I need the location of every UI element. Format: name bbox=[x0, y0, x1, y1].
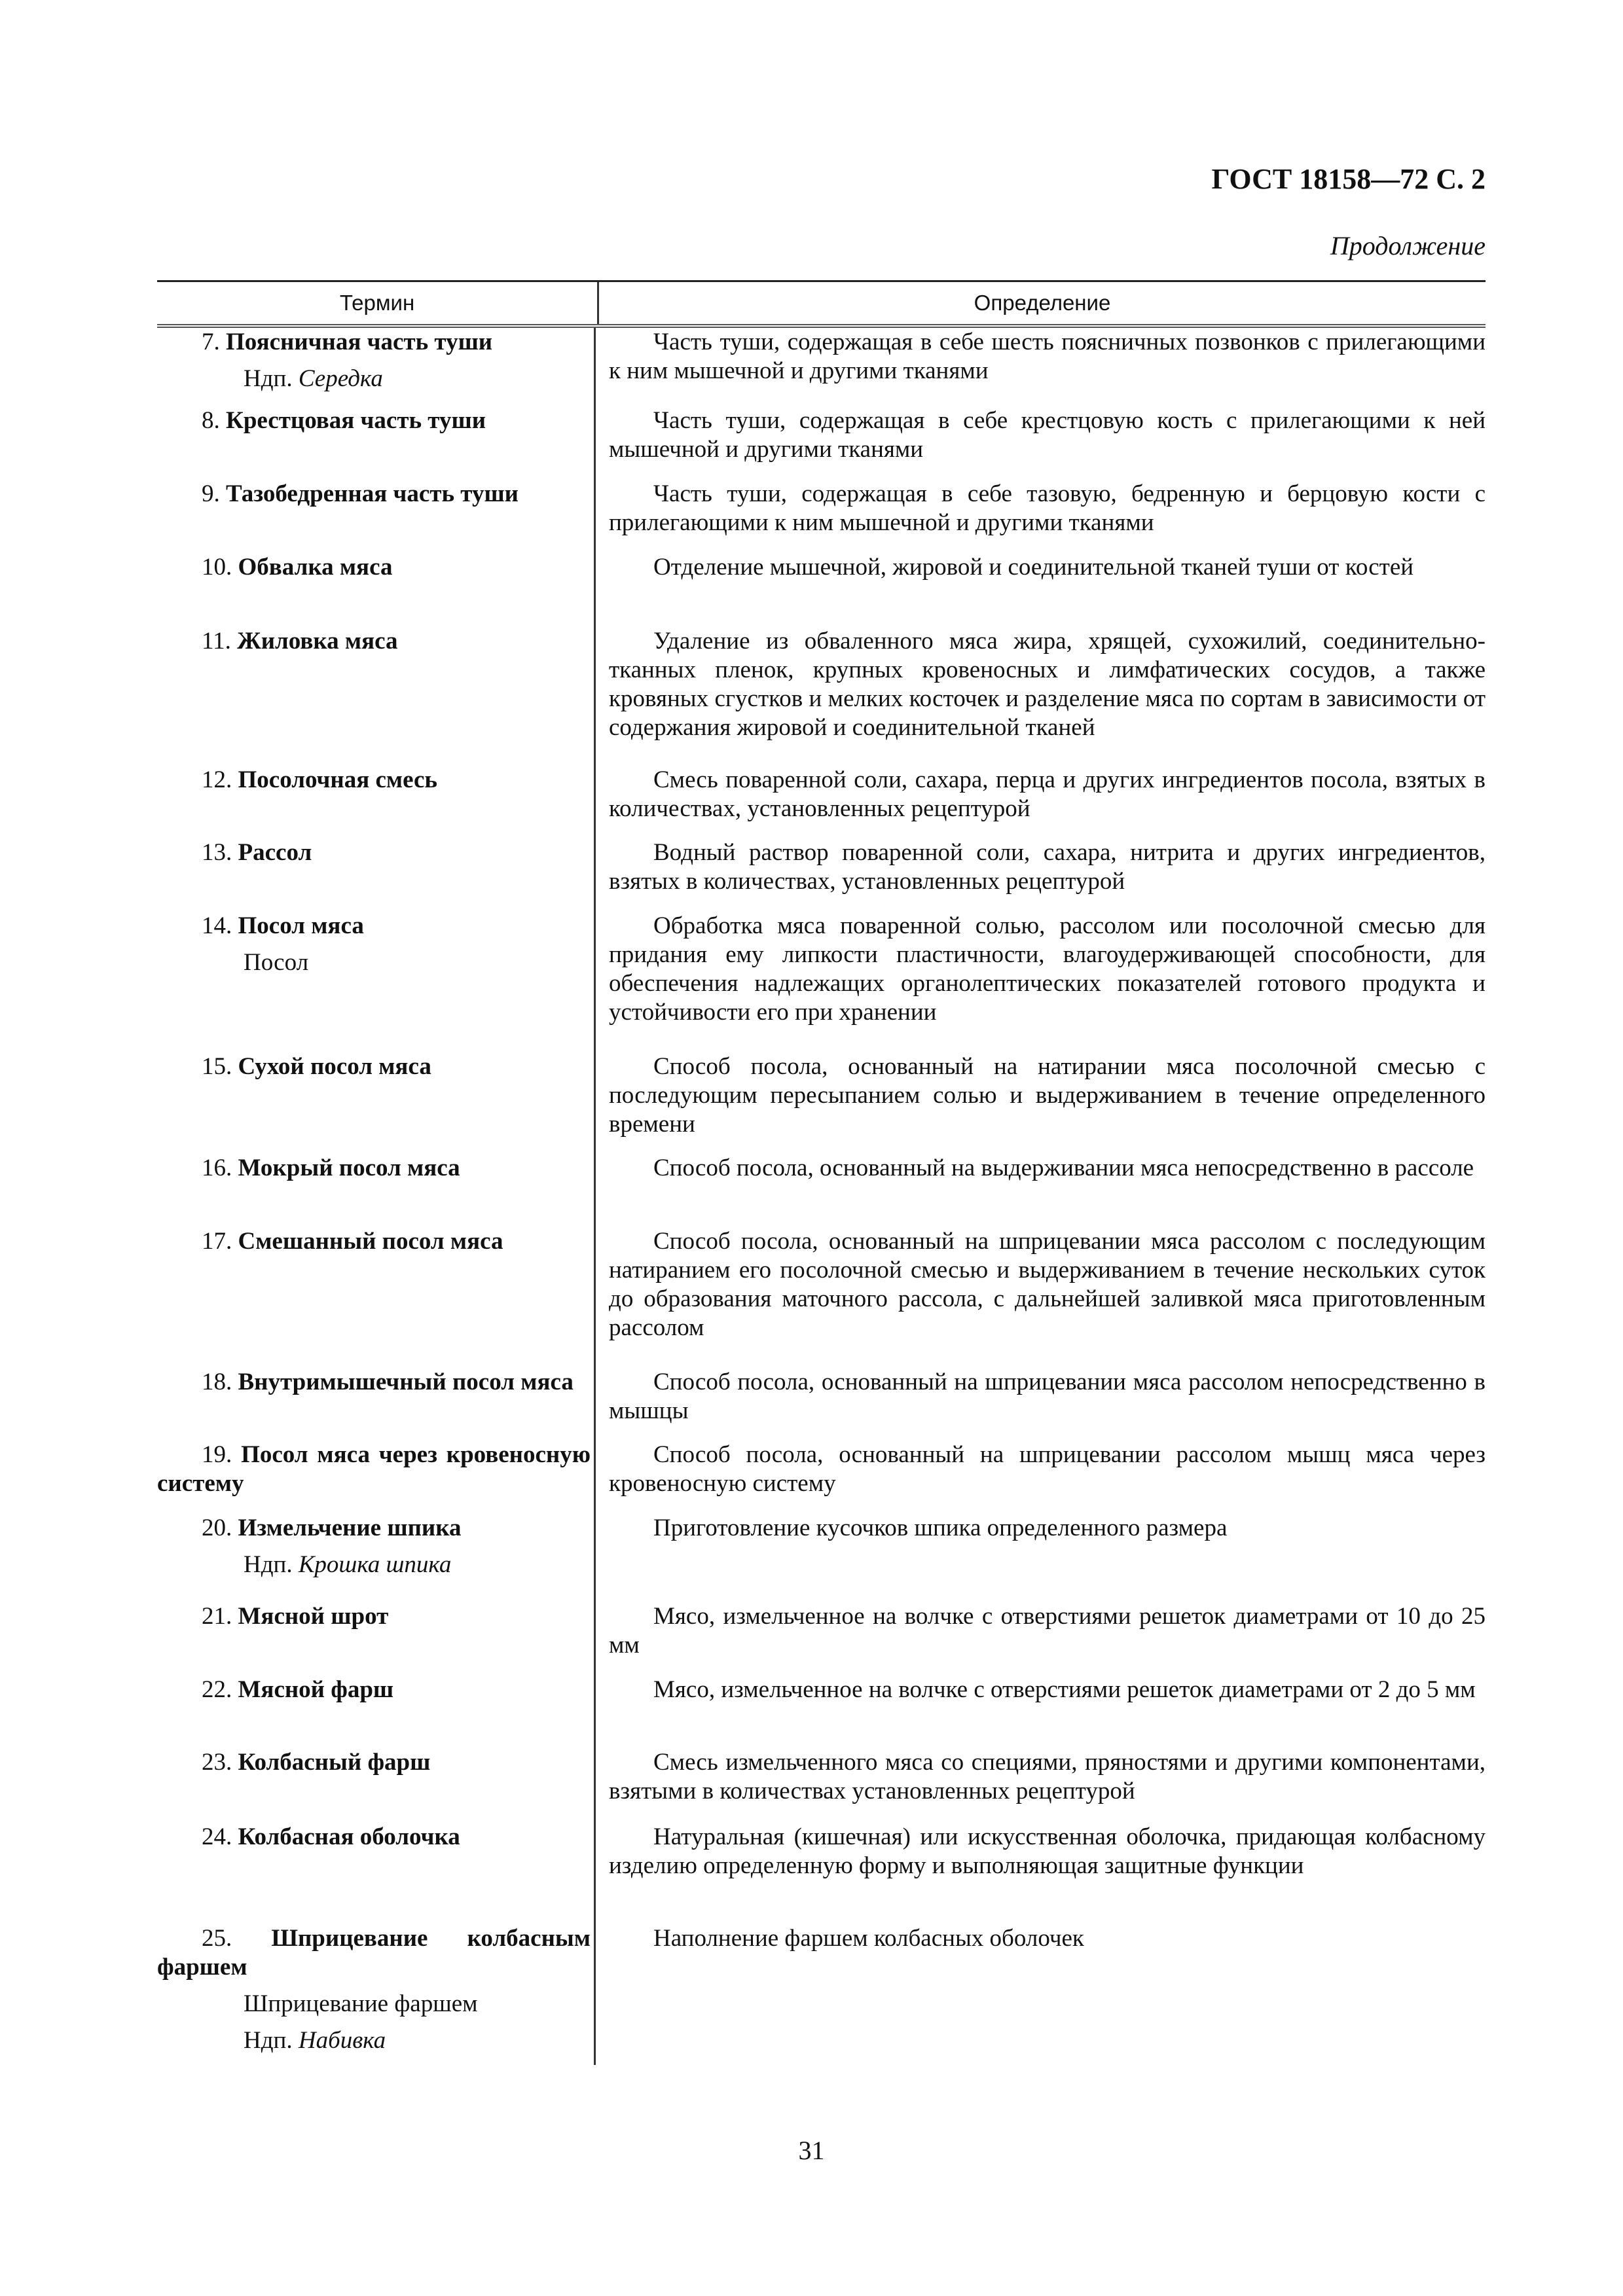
continuation-label: Продолжение bbox=[1330, 231, 1486, 260]
term-line bbox=[157, 912, 591, 941]
definition-text: Наполнение фаршем колбасных оболочек bbox=[653, 1925, 1084, 1952]
term-number: 11. bbox=[202, 628, 231, 655]
definition-text: Удаление из обваленного мяса жира, хрящей, сухожилий, соединительно-тканных пленок, крупных кровеносных и лимфатических сосудов, а также кровяных сгустков и мелких косточек и разделение мяса по сортам в зависимости от содержания жировой и соединительной тканей bbox=[609, 628, 1486, 741]
term-cell bbox=[157, 480, 594, 553]
definition-text: Мясо, измельченное на волчке с отверстиями решеток диаметрами от 2 до 5 мм bbox=[653, 1676, 1476, 1703]
definition-cell bbox=[596, 838, 1486, 912]
definition-text: Смесь поваренной соли, сахара, перца и других ингредиентов посола, взятых в количествах, установленных рецептурой bbox=[609, 766, 1486, 822]
term-cell bbox=[157, 328, 594, 406]
terms-table bbox=[157, 280, 1486, 2065]
definition-text: Водный раствор поваренной соли, сахара, нитрита и других ингредиентов, взятых в количествах, установленных рецептурой bbox=[609, 839, 1486, 895]
term-cell bbox=[157, 1514, 594, 1602]
term-name: Измельчение шпика bbox=[238, 1515, 462, 1541]
term-name: Обвалка мяса bbox=[238, 554, 393, 581]
table-row bbox=[157, 838, 1486, 912]
term-cell bbox=[157, 838, 594, 912]
term-number: 24. bbox=[202, 1823, 232, 1850]
term-number: 10. bbox=[202, 554, 232, 581]
term-cell bbox=[157, 1924, 594, 2065]
term-name: Жиловка мяса bbox=[237, 628, 398, 655]
term-cell bbox=[157, 1823, 594, 1924]
term-name: Внутримышечный посол мяса bbox=[238, 1369, 574, 1395]
table-row bbox=[157, 1748, 1486, 1823]
term-number: 15. bbox=[202, 1053, 232, 1080]
term-line bbox=[157, 1514, 591, 1543]
term-line bbox=[157, 1602, 591, 1631]
term-number: 8. bbox=[202, 407, 220, 434]
table-row bbox=[157, 406, 1486, 480]
term-number: 7. bbox=[202, 329, 220, 355]
term-cell bbox=[157, 1227, 594, 1368]
term-line bbox=[157, 1368, 591, 1397]
term-number: 12. bbox=[202, 766, 232, 793]
table-row bbox=[157, 480, 1486, 553]
definition-text: Часть туши, содержащая в себе тазовую, бедренную и берцовую кости с прилегающими к ним мышечной и другими тканями bbox=[609, 480, 1486, 536]
term-synonym bbox=[157, 1990, 591, 2018]
table-row bbox=[157, 1154, 1486, 1227]
table-row bbox=[157, 1676, 1486, 1748]
term-number: 19. bbox=[202, 1441, 232, 1468]
term-line bbox=[157, 1441, 591, 1498]
term-cell bbox=[157, 766, 594, 838]
term-cell bbox=[157, 406, 594, 480]
definition-text: Приготовление кусочков шпика определенного размера bbox=[653, 1515, 1228, 1541]
definition-text: Способ посола, основанный на шприцевании рассолом мышц мяса через кровеносную систему bbox=[609, 1441, 1486, 1497]
definition-cell bbox=[596, 1676, 1486, 1748]
table-body bbox=[157, 328, 1486, 2065]
synonym-term: Набивка bbox=[298, 2027, 386, 2054]
term-number: 16. bbox=[202, 1155, 232, 1181]
term-synonym bbox=[157, 365, 591, 393]
table-row bbox=[157, 1514, 1486, 1602]
synonym-prefix: Ндп. bbox=[244, 2027, 293, 2054]
term-cell bbox=[157, 627, 594, 766]
definition-cell bbox=[596, 912, 1486, 1052]
definition-cell bbox=[596, 1154, 1486, 1227]
term-name: Посолочная смесь bbox=[238, 766, 437, 793]
definition-cell bbox=[596, 553, 1486, 627]
definition-cell bbox=[596, 1052, 1486, 1154]
term-cell bbox=[157, 1676, 594, 1748]
term-name: Мясной фарш bbox=[238, 1676, 394, 1703]
term-cell bbox=[157, 1441, 594, 1514]
definition-cell bbox=[596, 1823, 1486, 1924]
term-number: 13. bbox=[202, 839, 232, 866]
term-cell bbox=[157, 1052, 594, 1154]
table-row bbox=[157, 1924, 1486, 2065]
term-name: Посол мяса через кровеносную систему bbox=[157, 1441, 591, 1497]
term-name: Шприцевание колбасным фаршем bbox=[157, 1925, 591, 1981]
term-cell bbox=[157, 1748, 594, 1823]
term-number: 20. bbox=[202, 1515, 232, 1541]
term-line bbox=[157, 766, 591, 795]
definition-cell bbox=[596, 1227, 1486, 1368]
term-name: Мясной шрот bbox=[238, 1603, 389, 1630]
synonym-prefix: Шприцевание фаршем bbox=[244, 1990, 478, 2017]
term-line bbox=[157, 1748, 591, 1777]
definition-text: Часть туши, содержащая в себе крестцовую кость с прилегающими к ней мышечной и другими тканями bbox=[609, 407, 1486, 463]
term-cell bbox=[157, 912, 594, 1052]
term-number: 25. bbox=[202, 1925, 232, 1952]
definition-text: Смесь измельченного мяса со специями, пряностями и другими компонентами, взятыми в количествах установленных рецептурой bbox=[609, 1749, 1486, 1804]
definition-text: Обработка мяса поваренной солью, рассолом или посолочной смесью для придания ему липкости пластичности, влагоудерживающей способности, для обеспечения надлежащих органолептических показателей готового продукта и устойчивости его при хранении bbox=[609, 912, 1486, 1026]
term-line bbox=[157, 838, 591, 867]
definition-cell bbox=[596, 1748, 1486, 1823]
term-name: Колбасный фарш bbox=[238, 1749, 431, 1776]
term-line bbox=[157, 480, 591, 509]
table-row bbox=[157, 627, 1486, 766]
synonym-prefix: Ндп. bbox=[244, 365, 293, 392]
definition-text: Мясо, измельченное на волчке с отверстиями решеток диаметрами от 10 до 25 мм bbox=[609, 1603, 1486, 1659]
term-cell bbox=[157, 1154, 594, 1227]
term-line bbox=[157, 1823, 591, 1852]
term-name: Смешанный посол мяса bbox=[238, 1228, 503, 1255]
term-name: Сухой посол мяса bbox=[238, 1053, 431, 1080]
definition-cell bbox=[596, 1368, 1486, 1441]
column-header-term: Термин bbox=[339, 291, 415, 315]
term-cell bbox=[157, 1602, 594, 1676]
definition-text: Способ посола, основанный на шприцевании мяса рассолом с последующим натиранием его посолочной смесью и выдерживанием в течение нескольких суток до образования маточного рассола, с дальнейшей заливкой мяса приготовленным рассолом bbox=[609, 1228, 1486, 1341]
term-number: 17. bbox=[202, 1228, 232, 1255]
term-synonym bbox=[157, 1551, 591, 1579]
table-row bbox=[157, 1368, 1486, 1441]
synonym-term: Середка bbox=[298, 365, 383, 392]
definition-cell bbox=[596, 766, 1486, 838]
term-synonym bbox=[157, 2026, 591, 2055]
term-name: Колбасная оболочка bbox=[238, 1823, 460, 1850]
table-row bbox=[157, 1052, 1486, 1154]
term-line bbox=[157, 553, 591, 582]
column-header-definition: Определение bbox=[974, 291, 1111, 315]
term-name: Тазобедренная часть туши bbox=[226, 480, 519, 507]
definition-cell bbox=[596, 627, 1486, 766]
term-name: Поясничная часть туши bbox=[226, 329, 493, 355]
term-line bbox=[157, 1924, 591, 1982]
table-row bbox=[157, 1602, 1486, 1676]
definition-cell bbox=[596, 1441, 1486, 1514]
term-name: Мокрый посол мяса bbox=[238, 1155, 460, 1181]
definition-text: Натуральная (кишечная) или искусственная оболочка, придающая колбасному изделию определенную форму и выполняющая защитные функции bbox=[609, 1823, 1486, 1879]
term-cell bbox=[157, 1368, 594, 1441]
definition-text: Способ посола, основанный на шприцевании мяса рассолом непосредственно в мышцы bbox=[609, 1369, 1486, 1424]
definition-cell bbox=[596, 406, 1486, 480]
synonym-term: Крошка шпика bbox=[298, 1551, 452, 1578]
term-name: Крестцовая часть туши bbox=[226, 407, 486, 434]
table-header bbox=[157, 280, 1486, 328]
definition-text: Способ посола, основанный на натирании мяса посолочной смесью с последующим пересыпанием солью и выдерживанием в течение определенного времени bbox=[609, 1053, 1486, 1138]
term-number: 14. bbox=[202, 912, 232, 939]
term-name: Рассол bbox=[238, 839, 312, 866]
term-synonym bbox=[157, 948, 591, 977]
term-number: 22. bbox=[202, 1676, 232, 1703]
table-row bbox=[157, 1441, 1486, 1514]
definition-cell bbox=[596, 480, 1486, 553]
table-row bbox=[157, 553, 1486, 627]
definition-cell bbox=[596, 1514, 1486, 1602]
term-line bbox=[157, 328, 591, 357]
synonym-prefix: Посол bbox=[244, 949, 309, 976]
document-header: ГОСТ 18158—72 С. 2 bbox=[1211, 163, 1486, 195]
term-number: 18. bbox=[202, 1369, 232, 1395]
term-name: Посол мяса bbox=[238, 912, 364, 939]
term-cell bbox=[157, 553, 594, 627]
table-row bbox=[157, 766, 1486, 838]
term-line bbox=[157, 1676, 591, 1704]
term-line bbox=[157, 406, 591, 435]
definition-text: Отделение мышечной, жировой и соединительной тканей туши от костей bbox=[653, 554, 1414, 581]
term-line bbox=[157, 1227, 591, 1256]
definition-text: Часть туши, содержащая в себе шесть поясничных позвонков с прилегающими к ним мышечной и другими тканями bbox=[609, 329, 1486, 384]
term-line bbox=[157, 627, 591, 656]
term-number: 23. bbox=[202, 1749, 232, 1776]
definition-text: Способ посола, основанный на выдерживании мяса непосредственно в рассоле bbox=[653, 1155, 1474, 1181]
term-line bbox=[157, 1154, 591, 1183]
term-number: 9. bbox=[202, 480, 220, 507]
term-number: 21. bbox=[202, 1603, 232, 1630]
synonym-prefix: Ндп. bbox=[244, 1551, 293, 1578]
table-row bbox=[157, 912, 1486, 1052]
definition-cell bbox=[596, 1924, 1486, 2065]
table-row bbox=[157, 328, 1486, 406]
table-row bbox=[157, 1823, 1486, 1924]
definition-cell bbox=[596, 1602, 1486, 1676]
table-row bbox=[157, 1227, 1486, 1368]
term-line bbox=[157, 1052, 591, 1081]
definition-cell bbox=[596, 328, 1486, 406]
page-number: 31 bbox=[798, 2136, 825, 2165]
